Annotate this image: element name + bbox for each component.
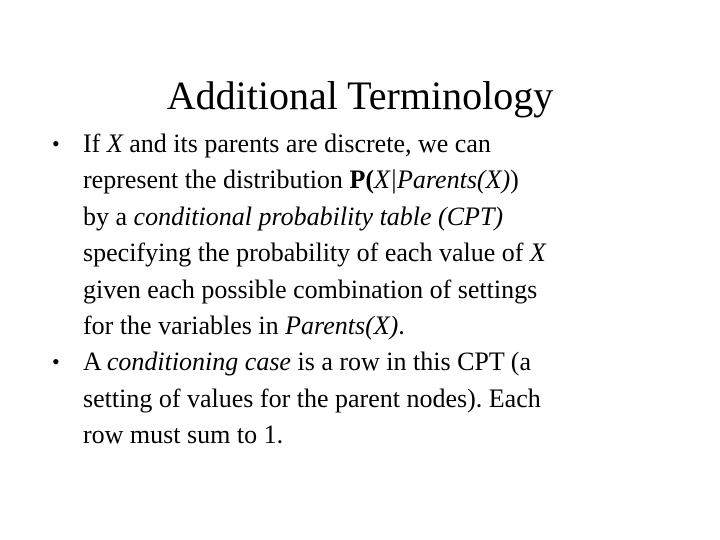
text-line	[83, 199, 692, 235]
text-line	[83, 308, 692, 344]
term-parents: Parents(X)	[285, 311, 399, 341]
text-run: and its parents are discrete, we can	[122, 129, 491, 158]
distribution-argument: X|Parents(X)	[373, 165, 511, 195]
text-run: specifying the probability of each value of	[83, 238, 530, 268]
text-run: by a	[83, 201, 134, 231]
text-line: row must sum to 1.	[83, 420, 284, 450]
bullet-item-cpt-definition	[52, 126, 692, 344]
closing-paren: )	[510, 165, 519, 195]
text-line	[83, 344, 692, 380]
text-line	[83, 162, 692, 198]
text-run: represent the distribution	[83, 165, 350, 195]
text-line	[83, 126, 692, 162]
text-run: for the variables in	[83, 311, 286, 341]
text-line	[83, 235, 692, 271]
text-line: given each possible combination of settings	[83, 274, 538, 304]
text-run: A	[83, 347, 107, 377]
term-cpt: conditional probability table (CPT)	[133, 201, 504, 231]
text-run: If	[83, 129, 107, 158]
bullet-icon: •	[52, 131, 60, 156]
bullet-item-conditioning-case	[52, 344, 692, 453]
probability-operator: P(	[349, 165, 374, 195]
bullet-list	[52, 126, 692, 454]
bullet-icon: •	[52, 349, 60, 375]
variable-x: X	[529, 238, 546, 268]
text-line: setting of values for the parent nodes). Each	[83, 383, 541, 413]
slide-title: Additional Terminology	[166, 73, 554, 118]
term-conditioning-case: conditioning case	[106, 347, 291, 377]
variable-x: X	[106, 129, 123, 158]
text-run: .	[398, 311, 405, 341]
text-run: is a row in this CPT (a	[290, 347, 532, 377]
